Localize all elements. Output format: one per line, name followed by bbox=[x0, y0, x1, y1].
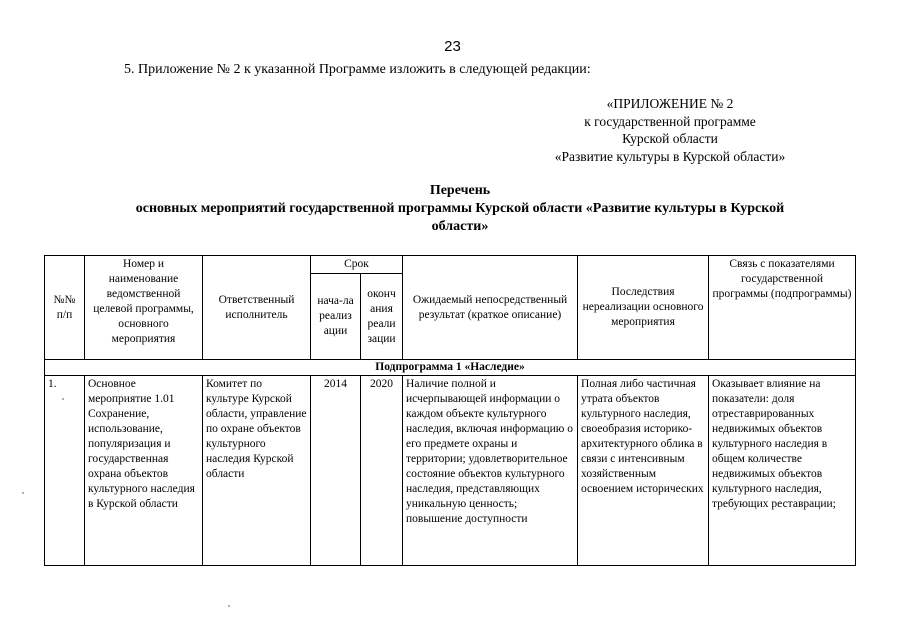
scan-speck bbox=[22, 492, 24, 494]
cell-link: Оказывает влияние на показатели: доля отреставрированных недвижимых объектов культурного наследия в общем количестве недвижимых объектов культурного наследия, требующих реставрации; bbox=[709, 376, 856, 566]
header-term: Срок bbox=[311, 256, 403, 274]
subprogram-heading: Подпрограмма 1 «Наследие» bbox=[45, 360, 856, 376]
cell-end: 2020 bbox=[361, 376, 403, 566]
title-line-2: основных мероприятий государственной программы Курской области «Развитие культуры в Курской bbox=[135, 201, 785, 216]
appendix-line-3: Курской области bbox=[622, 131, 718, 146]
title-line-1: Перечень bbox=[429, 183, 491, 198]
scan-speck bbox=[62, 398, 64, 400]
cell-num: 1. bbox=[45, 376, 85, 566]
appendix-line-4: «Развитие культуры в Курской области» bbox=[554, 148, 786, 164]
header-start: нача-ла реализ ации bbox=[311, 274, 361, 360]
appendix-line-2: к государственной программе bbox=[584, 113, 756, 129]
header-result: Ожидаемый непосредственный результат (краткое описание) bbox=[403, 256, 578, 360]
intro-paragraph: 5. Приложение № 2 к указанной Программе изложить в следующей редакции: bbox=[124, 62, 591, 77]
header-consequences: Последствия нереализации основного мероприятия bbox=[578, 256, 709, 360]
measures-table bbox=[44, 255, 856, 566]
appendix-line-1: «ПРИЛОЖЕНИЕ № 2 bbox=[606, 96, 734, 111]
cell-start: 2014 bbox=[311, 376, 361, 566]
header-link: Связь с показателями государственной программы (подпрограммы) bbox=[709, 256, 856, 360]
appendix-header bbox=[530, 95, 810, 165]
header-end: оконч ания реали зации bbox=[361, 274, 403, 360]
header-num: №№ п/п bbox=[45, 256, 85, 360]
header-name: Номер и наименование ведомственной целевой программы, основного мероприятия bbox=[85, 256, 203, 360]
cell-consequences: Полная либо частичная утрата объектов культурного наследия, своеобразия историко-архитектурного облика в связи с интенсивным хозяйственным освоением исторических bbox=[578, 376, 709, 566]
document-title bbox=[90, 182, 830, 236]
title-line-3: области» bbox=[431, 219, 489, 234]
cell-executor: Комитет по культуре Курской области, управление по охране объектов культурного наследия Курской области bbox=[203, 376, 311, 566]
scan-speck bbox=[228, 605, 230, 607]
header-executor: Ответственный исполнитель bbox=[203, 256, 311, 360]
cell-name: Основное мероприятие 1.01 Сохранение, использование, популяризация и государственная охрана объектов культурного наследия в Курской области bbox=[85, 376, 203, 566]
table-row bbox=[45, 376, 856, 566]
cell-result: Наличие полной и исчерпывающей информации о каждом объекте культурного наследия, включая информацию о его предмете охраны и территории; удовлетворительное состояние объектов культурного наследия, представляющих уникальную ценность; повышение доступности bbox=[403, 376, 578, 566]
page-number: 23 bbox=[444, 38, 461, 55]
